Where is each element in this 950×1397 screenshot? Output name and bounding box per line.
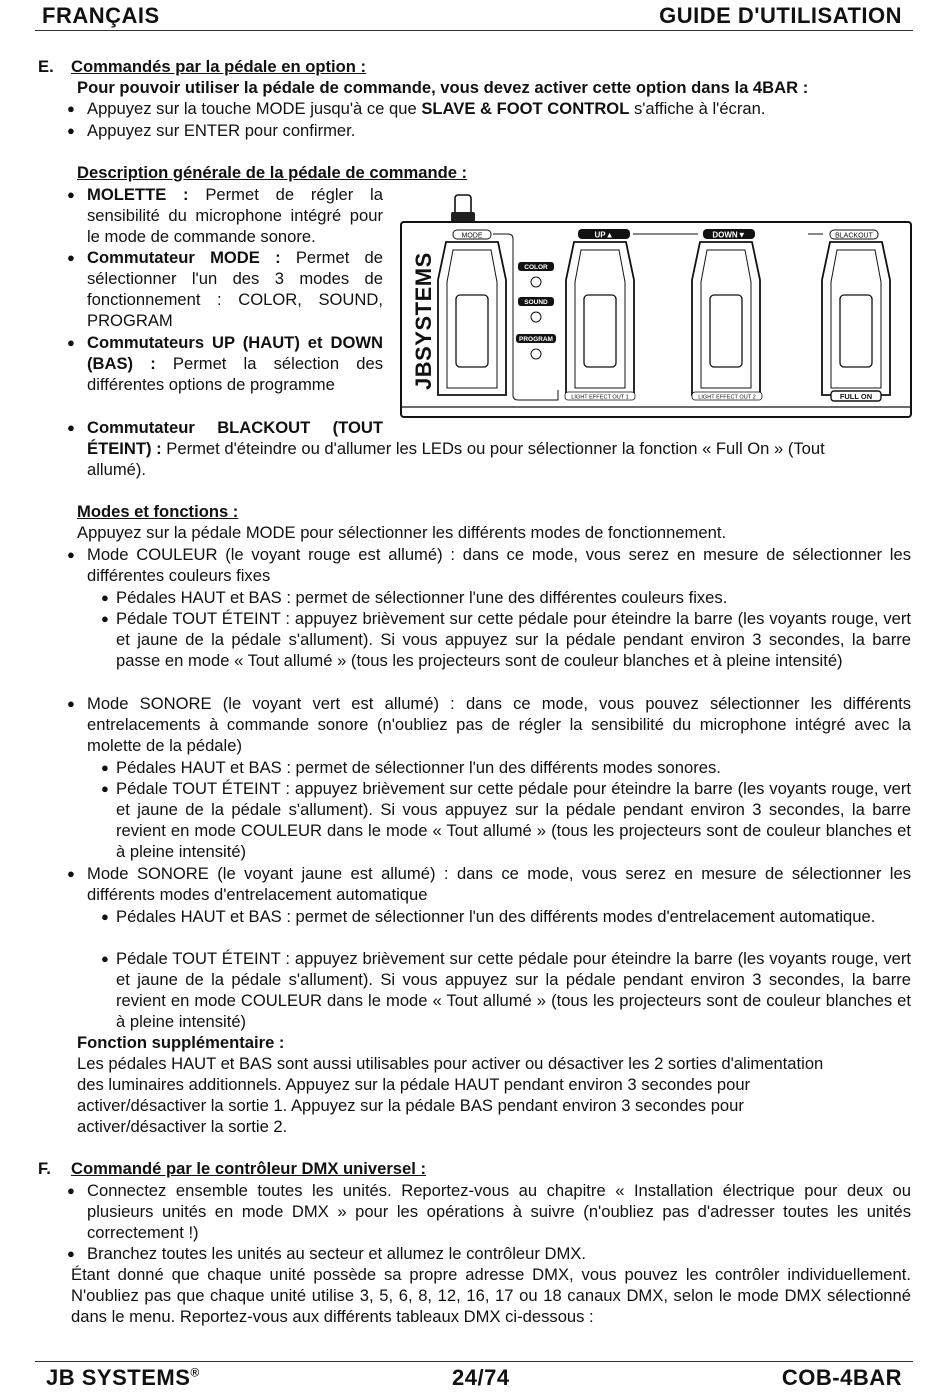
bullet-icon: ●: [67, 696, 75, 711]
modes-intro: Appuyez sur la pédale MODE pour sélectionner les différents modes de fonctionnement.: [77, 523, 727, 542]
pedal-mode: [438, 242, 506, 395]
bullet-icon: ●: [67, 123, 75, 138]
fonction-supplementaire-title: Fonction supplémentaire :: [77, 1033, 285, 1052]
bullet-icon: ●: [101, 781, 109, 796]
led-color-icon: [531, 277, 541, 287]
blackout-description-line3: allumé).: [87, 460, 147, 479]
label-up: UP▲: [594, 230, 614, 240]
bullet-icon: ●: [67, 547, 75, 562]
section-e-bullet-2: Appuyez sur ENTER pour confirmer.: [87, 121, 356, 140]
section-e-letter: E.: [38, 57, 54, 76]
header-guide-title: GUIDE D'UTILISATION: [659, 3, 902, 28]
label-light-out-2: LIGHT EFFECT OUT 2: [698, 394, 756, 401]
section-f-bullet-2: Branchez toutes les unités au secteur et allumez le contrôleur DMX.: [87, 1244, 586, 1263]
blackout-label-line1: Commutateur BLACKOUT (TOUT: [87, 418, 383, 437]
fonction-supplementaire-line-4: activer/désactiver la sortie 2.: [77, 1117, 288, 1136]
bullet-icon: ●: [67, 101, 75, 116]
fonction-supplementaire-line-3: activer/désactiver la sortie 1. Appuyez sur la pédale BAS pendant environ 3 secondes pour: [77, 1096, 744, 1115]
header-language: FRANÇAIS: [42, 3, 160, 28]
bullet-icon: ●: [101, 760, 109, 775]
pedal-blackout: [822, 242, 890, 395]
bullet-icon: ●: [67, 1246, 75, 1261]
bullet-icon: ●: [101, 590, 109, 605]
pedal-up: [566, 242, 634, 395]
footer-page-number: 24/74: [452, 1365, 510, 1390]
pedal-description-title: Description générale de la pédale de commande :: [77, 163, 468, 182]
mode-sonore-auto-sub-1: Pédales HAUT et BAS : permet de sélectionner l'un des différents modes d'entrelacement automatique.: [116, 907, 876, 926]
footer-model: COB-4BAR: [781, 1365, 902, 1390]
mode-sonore-auto: Mode SONORE (le voyant jaune est allumé) : dans ce mode, vous serez en mesure de sélectionner les différents modes d'entrelacement automatique: [87, 864, 911, 904]
label-program: PROGRAM: [519, 336, 553, 343]
label-sound: SOUND: [524, 299, 548, 306]
registered-mark: ®: [190, 1365, 200, 1380]
mode-couleur-sub-1: Pédales HAUT et BAS : permet de sélectionner l'une des différentes couleurs fixes.: [116, 588, 728, 607]
section-e-bullet-1: Appuyez sur la touche MODE jusqu'à ce que SLAVE & FOOT CONTROL s'affiche à l'écran.: [87, 99, 766, 118]
bullet-icon: ●: [67, 187, 75, 202]
footer-brand: JB SYSTEMS®: [46, 1365, 200, 1390]
mode-sonore-auto-sub-2: Pédale TOUT ÉTEINT : appuyez brièvement sur cette pédale pour éteindre la barre (les voyants rouge, vert et jaune de la pédale s'allument). Si vous appuyez sur la pédale pendant environ 3 secondes, la barre revient en mode COULEUR dans le mode « Tout allumé » (tous les projecteurs sont de couleur blanches et à pleine intensité): [116, 949, 911, 1031]
mode-couleur: Mode COULEUR (le voyant rouge est allumé) : dans ce mode, vous serez en mesure de sélectionner les différentes couleurs fixes: [87, 545, 911, 585]
mode-sonore: Mode SONORE (le voyant vert est allumé) : dans ce mode, vous pouvez sélectionner les différents entrelacements à commande sonore (n'oubliez pas de régler la sensibilité du microphone intégré avec la molette de la pédale): [87, 694, 911, 755]
bullet-icon: ●: [67, 250, 75, 265]
pedal-down: [692, 242, 760, 395]
section-f-letter: F.: [38, 1159, 51, 1178]
mode-couleur-sub-2: Pédale TOUT ÉTEINT : appuyez brièvement sur cette pédale pour éteindre la barre (les voyants rouge, vert et jaune de la pédale s'allument). Si vous appuyez sur la pédale pendant environ 3 secondes, la barre passe en mode « Tout allumé » (tous les projecteurs sont de couleur blanches et à pleine intensité): [116, 609, 911, 670]
bullet-icon: ●: [101, 951, 109, 966]
led-sound-icon: [531, 312, 541, 322]
label-down: DOWN▼: [712, 230, 746, 240]
led-program-icon: [531, 349, 541, 359]
label-light-out-1: LIGHT EFFECT OUT 1: [571, 394, 629, 401]
fonction-supplementaire-line-1: Les pédales HAUT et BAS sont aussi utilisables pour activer ou désactiver les 2 sorties d'alimentation: [77, 1054, 824, 1073]
bullet-icon: ●: [67, 335, 75, 350]
mode-switch-description: Commutateur MODE : Permet de sélectionner l'un des 3 modes de fonctionnement : COLOR, SOUND, PROGRAM: [87, 248, 383, 330]
label-mode: MODE: [461, 232, 483, 240]
label-blackout: BLACKOUT: [835, 232, 873, 240]
bullet-icon: ●: [101, 909, 109, 924]
section-e-intro: Pour pouvoir utiliser la pédale de commande, vous devez activer cette option dans la 4BAR :: [77, 78, 809, 97]
label-full-on: FULL ON: [839, 392, 873, 401]
molette-description: MOLETTE : Permet de régler la sensibilité du microphone intégré pour le mode de commande sonore.: [87, 185, 383, 246]
fonction-supplementaire-line-2: des luminaires additionnels. Appuyez sur la pédale HAUT pendant environ 3 secondes pour: [77, 1075, 751, 1094]
section-f-paragraph: Étant donné que chaque unité possède sa propre adresse DMX, vous pouvez les contrôler individuellement. N'oubliez pas que chaque unité utilise 3, 5, 6, 8, 12, 16, 17 ou 18 canaux DMX, selon le mode DMX sélectionné dans le menu. Reportez-vous aux différents tableaux DMX ci-dessous :: [71, 1265, 911, 1326]
footer-rule: [35, 1361, 913, 1362]
bullet-icon: ●: [67, 1183, 75, 1198]
up-down-description: Commutateurs UP (HAUT) et DOWN (BAS) : Permet la sélection des différentes options de programme: [87, 333, 383, 394]
section-f-title: Commandé par le contrôleur DMX universel :: [71, 1159, 426, 1178]
label-color: COLOR: [524, 264, 548, 271]
bullet-icon: ●: [67, 420, 75, 435]
blackout-description-line2: ÉTEINT) : Permet d'éteindre ou d'allumer les LEDs ou pour sélectionner la fonction « Full On » (Tout: [87, 439, 825, 458]
mode-sonore-sub-1: Pédales HAUT et BAS : permet de sélectionner l'un des différents modes sonores.: [116, 758, 721, 777]
section-e-title: Commandés par la pédale en option :: [71, 57, 367, 76]
bullet-icon: ●: [101, 611, 109, 626]
section-f-bullet-1: Connectez ensemble toutes les unités. Reportez-vous au chapitre « Installation électrique pour deux ou plusieurs unités en mode DMX » pour les opérations à suivre (n'oubliez pas d'adresser toutes les unités correctement !): [87, 1181, 911, 1242]
bullet-icon: ●: [67, 866, 75, 881]
foot-pedal-figure: [398, 190, 914, 422]
modes-title: Modes et fonctions :: [77, 502, 239, 521]
mode-sonore-sub-2: Pédale TOUT ÉTEINT : appuyez brièvement sur cette pédale pour éteindre la barre (les voyants rouge, vert et jaune de la pédale s'allument). Si vous appuyez sur la pédale pendant environ 3 secondes, la barre revient en mode COULEUR dans le mode « Tout allumé » (tous les projecteurs sont de couleur blanches et à pleine intensité): [116, 779, 911, 861]
header-rule: [35, 30, 913, 31]
brand-logo: JBSYSTEMS: [411, 252, 436, 390]
